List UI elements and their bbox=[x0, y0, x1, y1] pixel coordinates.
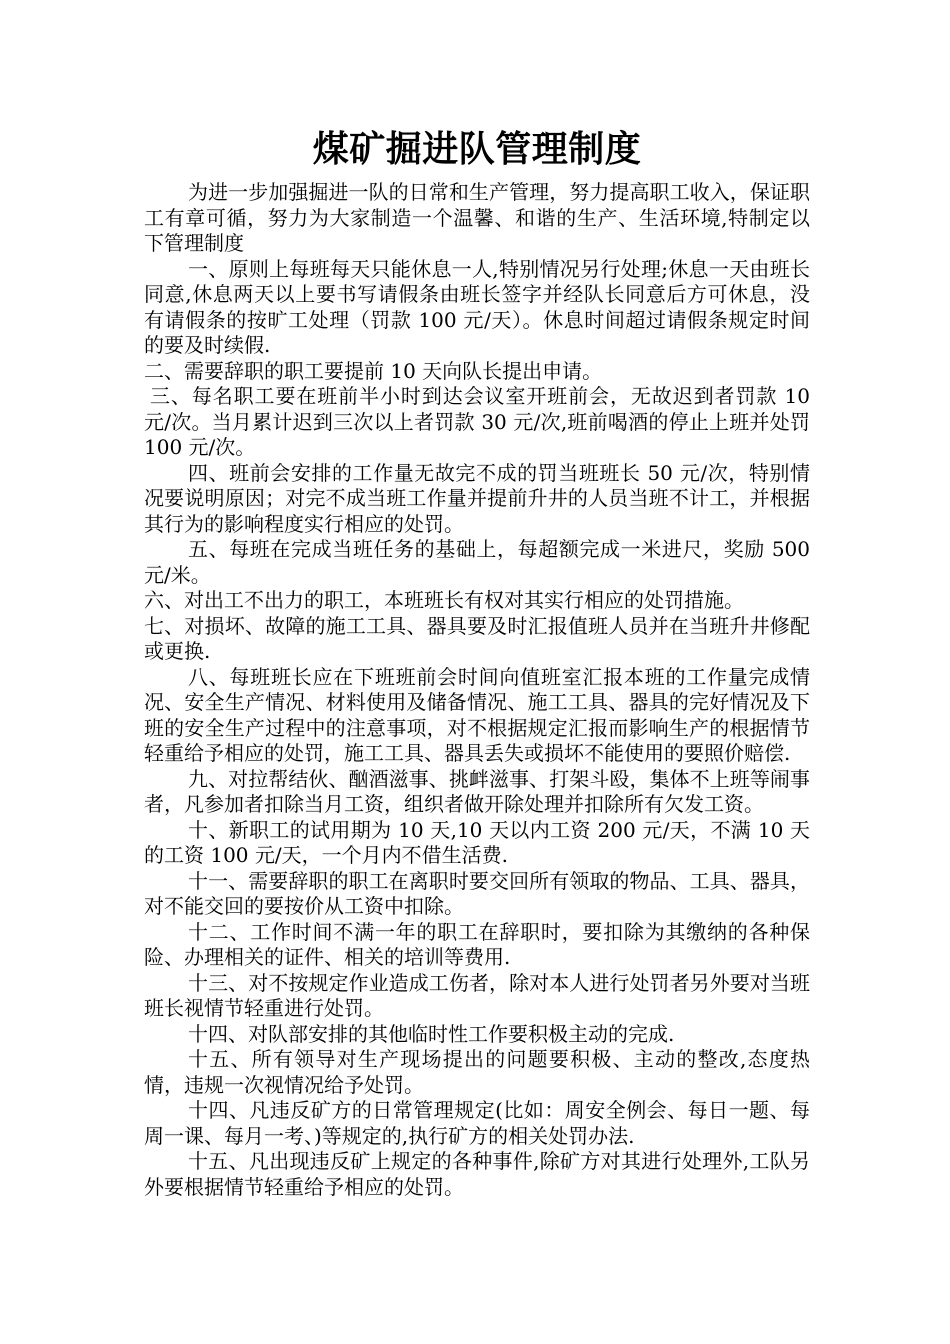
paragraph-intro: 为进一步加强掘进一队的日常和生产管理，努力提高职工收入，保证职工有章可循，努力为大家制造一个温馨、和谐的生产、生活环境,特制定以下管理制度 bbox=[144, 180, 810, 255]
paragraph-rule-9: 九、对拉帮结伙、酗酒滋事、挑衅滋事、打架斗殴，集体不上班等闹事者，凡参加者扣除当月工资，组织者做开除处理并扣除所有欠发工资。 bbox=[144, 766, 810, 816]
paragraph-rule-4: 四、班前会安排的工作量无故完不成的罚当班班长 50 元/次，特别情况要说明原因；对完不成当班工作量并提前升井的人员当班不计工，并根据其行为的影响程度实行相应的处罚。 bbox=[144, 460, 810, 536]
paragraph-rule-2: 二、需要辞职的职工要提前 10 天向队长提出申请。 bbox=[144, 358, 603, 383]
paragraph-rule-5: 五、每班在完成当班任务的基础上，每超额完成一米进尺，奖励 500 元/米。 bbox=[144, 537, 810, 587]
paragraph-rule-15: 十五、所有领导对生产现场提出的问题要积极、主动的整改,态度热情，违规一次视情况给予处罚。 bbox=[144, 1047, 810, 1097]
paragraph-rule-12: 十二、工作时间不满一年的职工在辞职时，要扣除为其缴纳的各种保险、办理相关的证件、相关的培训等费用. bbox=[144, 919, 810, 969]
paragraph-rule-10: 十、新职工的试用期为 10 天,10 天以内工资 200 元/天，不满 10 天的工资 100 元/天，一个月内不借生活费. bbox=[144, 817, 810, 867]
document-page bbox=[144, 118, 810, 1200]
document-title: 煤矿掘进队管理制度 bbox=[312, 128, 642, 170]
paragraph-rule-14b: 十四、凡违反矿方的日常管理规定(比如：周安全例会、每日一题、每周一课、每月一考、)等规定的,执行矿方的相关处罚办法. bbox=[144, 1098, 810, 1148]
paragraph-rule-1: 一、原则上每班每天只能休息一人,特别情况另行处理;休息一天由班长同意,休息两天以上要书写请假条由班长签字并经队长同意后方可休息，没有请假条的按旷工处理（罚款 100 元/天）。休息时间超过请假条规定时间的要及时续假. bbox=[144, 256, 810, 357]
paragraph-rule-13: 十三、对不按规定作业造成工伤者，除对本人进行处罚者另外要对当班班长视情节轻重进行处罚。 bbox=[144, 970, 810, 1020]
paragraph-rule-11: 十一、需要辞职的职工在离职时要交回所有领取的物品、工具、器具，对不能交回的要按价从工资中扣除。 bbox=[144, 868, 810, 918]
paragraph-rule-6: 六、对出工不出力的职工，本班班长有权对其实行相应的处罚措施。 bbox=[144, 588, 744, 612]
paragraph-rule-7: 七、对损坏、故障的施工工具、器具要及时汇报值班人员并在当班升井修配或更换. bbox=[144, 613, 810, 663]
paragraph-rule-14: 十四、对队部安排的其他临时性工作要积极主动的完成. bbox=[188, 1021, 675, 1046]
paragraph-rule-3: 三、每名职工要在班前半小时到达会议室开班前会，无故迟到者罚款 10 元/次。当月累计迟到三次以上者罚款 30 元/次,班前喝酒的停止上班并处罚 100 元/次。 bbox=[144, 384, 810, 459]
paragraph-rule-15b: 十五、凡出现违反矿上规定的各种事件,除矿方对其进行处理外,工队另外要根据情节轻重给予相应的处罚。 bbox=[144, 1149, 810, 1199]
paragraph-rule-8: 八、每班班长应在下班班前会时间向值班室汇报本班的工作量完成情况、安全生产情况、材料使用及储备情况、施工工具、器具的完好情况及下班的安全生产过程中的注意事项，对不根据规定汇报而影响生产的根据情节轻重给予相应的处罚，施工工具、器具丢失或损坏不能使用的要照价赔偿. bbox=[144, 664, 810, 765]
